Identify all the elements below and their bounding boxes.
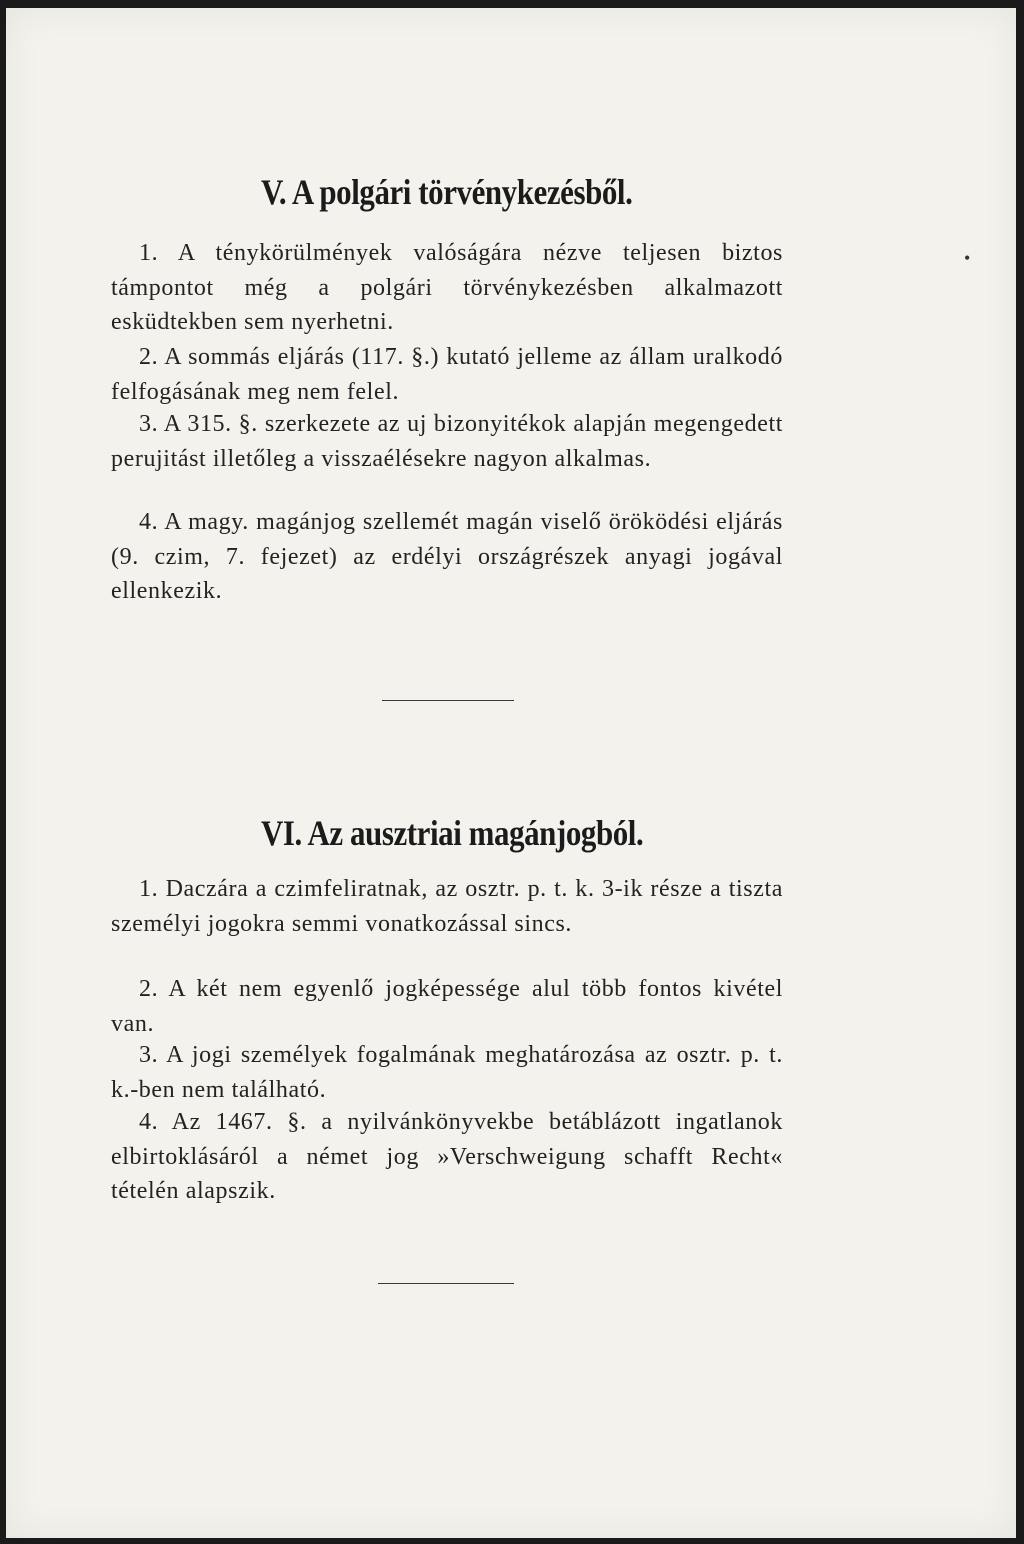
section-v-item-1: 1. A ténykörülmények valóságára nézve teljesen biztos támpontot még a polgári törvénykezésben alkalmazott esküdtekben sem nyerhetni. bbox=[111, 240, 783, 335]
section-vi-item-1: 1. Daczára a czimfeliratnak, az osztr. p. t. k. 3-ik része a tiszta személyi jogokra semmi vonatkozással sincs. bbox=[111, 876, 783, 937]
section-divider bbox=[382, 700, 514, 701]
section-v-item-2: 2. A sommás eljárás (117. §.) kutató jelleme az állam uralkodó felfogásának meg nem felel. bbox=[111, 344, 783, 405]
stray-mark: • bbox=[964, 248, 971, 268]
section-v-title: V. A polgári törvénykezésből. bbox=[261, 172, 633, 212]
section-vi-item-3: 3. A jogi személyek fogalmának meghatározása az osztr. p. t. k.-ben nem található. bbox=[111, 1042, 783, 1103]
section-v-item-3: 3. A 315. §. szerkezete az uj bizonyitékok alapján megengedett perujitást illetőleg a visszaélésekre nagyon alkalmas. bbox=[111, 411, 783, 472]
section-vi-item-2: 2. A két nem egyenlő jogképessége alul több fontos kivétel van. bbox=[111, 976, 783, 1037]
section-v-item-4: 4. A magy. magánjog szellemét magán viselő öröködési eljárás (9. czim, 7. fejezet) az erdélyi országrészek anyagi jogával ellenkezik. bbox=[111, 509, 783, 604]
section-divider bbox=[378, 1283, 514, 1284]
section-vi-item-4: 4. Az 1467. §. a nyilvánkönyvekbe betáblázott ingatlanok elbirtoklásáról a német jog »Verschweigung schafft Recht« tételén alapszik. bbox=[111, 1109, 783, 1204]
section-vi-title: VI. Az ausztriai magánjogból. bbox=[261, 813, 644, 853]
document-page bbox=[6, 8, 1016, 1538]
